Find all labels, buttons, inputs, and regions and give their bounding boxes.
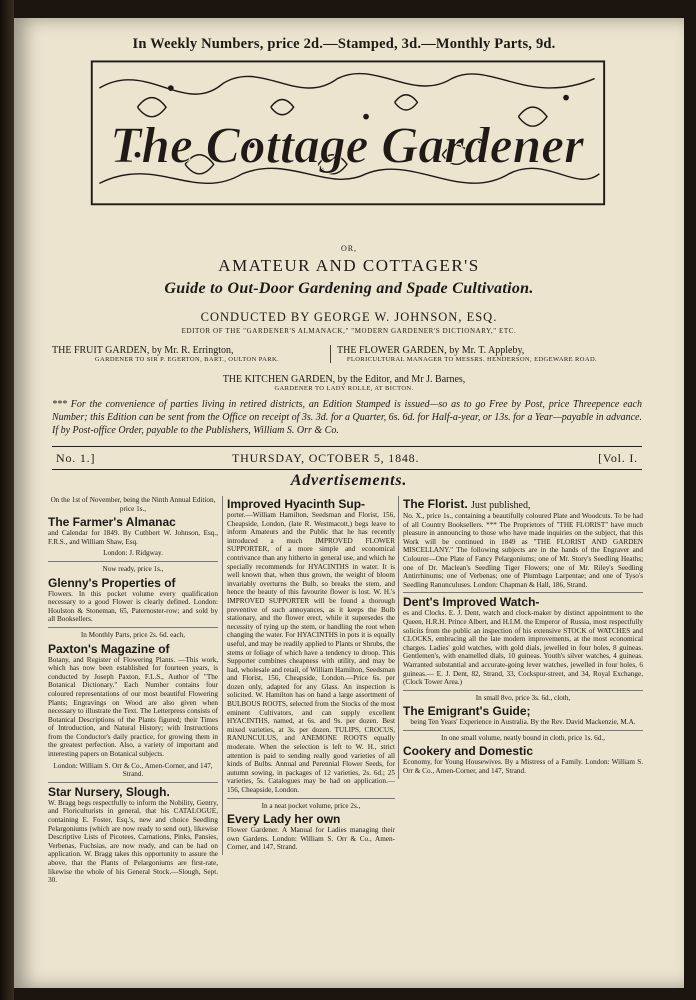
fruit-garden-credit [52, 345, 322, 363]
editor-credentials: EDITOR OF THE "GARDENER'S ALMANACK," "MODERN GARDENER'S DICTIONARY," ETC. [181, 327, 517, 335]
glenny-intro: Now ready, price 1s., [102, 564, 164, 573]
cookery-intro: In one small volume, neatly bound in cloth, price 1s. 6d., [441, 733, 605, 742]
paxton-publisher: London: William S. Orr & Co., Amen-Corner, and 147, Strand. [53, 761, 213, 779]
cookery-body: Economy, for Young Housewives. By a Mistress of a Family. London: William S. Orr & Co., Amen-Corner, and 147, Strand. [403, 758, 643, 776]
florist-title-text: The Florist. [403, 497, 468, 511]
or-label: OR, [340, 244, 358, 253]
lady-title: Every Lady her own [227, 812, 341, 827]
divider [48, 561, 218, 562]
florist-body: No. X., price 1s., containing a beautifully coloured Plate and Woodcuts. To be had of all Country Booksellers. *** The Proprietors of "THE FLORIST" have much pleasure in announcing to those who have made inquiries on the subject, that this Work will be continued in 1849 as "THE FLORIST AND GARDEN MISCELLANY." The following subjects are in the hands of the Engraver and Colourer—One Plate of Fancy Pelargoniums; one of Mr. Story's Seedling Heaths; one of Dr. Maclean's Seedling Tiger Flowers; one of Mr. Riley's Seedling Antirrhinums; one of Verbenas; one of Plumbago Larpentae; and one of Tyso's Seedling Ranunculuses. London: Chapman & Hall, 186, Strand. [403, 512, 643, 589]
hyacinth-title: Improved Hyacinth Sup- [227, 497, 366, 511]
hyacinth-body: porter.—William Hamilton, Seedsman and Florist, 156, Cheapside, London, (late R. Westmacott,) begs leave to inform Amateurs and the Public that he has recently introduced a much IMPROVED FLOWER SUPPORTER, of a more simple and economical contrivance than any hitherto in general use, and which he specially recommends for HYACINTHS in water. It is well known that, when thus grown, the weight of bloom invariably overturns the Bulb, so breaks the stem, and hence the beauty of this favourite flower is lost. W. H.'s IMPROVED SUPPORTER will be found a thorough preventive of such annoyances, as it keeps the Bulb stationary, and the flower erect, while it supersedes the necessity of tying up the stem, or handling the root when changing the water. For HYACINTHS in pots it is equally useful, and may be readily applied to Plants or Shrubs, the stems or foliage of which have a tendency to droop. This Supporter combines cheapness with utility, and may be had, wholesale and retail, of William Hamilton, Seedsman and Florist, 156, Cheapside, London.—Price 6s. per dozen only, adapted for any Glass. An inspection is solicited. W. Hamilton has on hand a large assortment of BULBOUS ROOTS, selected from the Stocks of the most eminent Cultivators, and can supply excellent HYACINTHS, named, at 6s. and 9s. per dozen. Best mixed varieties, at 3s. per dozen. TULIPS, CROCUS, RANUNCULUS, and ANEMONE ROOTS equally moderate. When the selection is left to W. H., strict attention is paid to sending really good varieties of all kinds of Bulbs. Annual and Perennial Flower Seeds, for autumn sowing, in packages of 12 varieties, 2s. 6d.; 25 varieties, 5s. Catalogues may be had on application.—156, Cheapside, London. [227, 511, 395, 794]
farmers-publisher: London: J. Ridgway. [103, 549, 163, 558]
farmers-body: and Calendar for 1849. By Cuthbert W. Johnson, Esq., F.R.S., and William Shaw, Esq. [48, 529, 218, 546]
dent-title: Dent's Improved Watch- [403, 595, 540, 610]
florist-title [403, 498, 643, 512]
masthead-illustration [52, 50, 642, 250]
advert-column-1 [48, 496, 218, 888]
kitchen-garden-line: THE KITCHEN GARDEN, by the Editor, and Mr J. Barnes, [222, 374, 466, 385]
flower-garden-sub: FLORICULTURAL MANAGER TO MESSRS. HENDERSON, EDGEWARE ROAD. [346, 356, 598, 363]
issue-number: No. 1.] [56, 451, 96, 465]
magazine-page [14, 18, 684, 988]
price-line: In Weekly Numbers, price 2d.—Stamped, 3d.—Monthly Parts, 9d. [132, 36, 556, 52]
farmers-intro: On the 1st of November, being the Ninth Annual Edition, price 1s., [50, 496, 216, 513]
advertisements-heading: Advertisements. [290, 472, 408, 489]
volume-number: [Vol. I. [598, 451, 638, 465]
conducted-by: CONDUCTED BY GEORGE W. JOHNSON, ESQ. [200, 310, 498, 324]
emigrant-title: The Emigrant's Guide; [403, 704, 531, 719]
florist-inline: Just published, [471, 500, 531, 511]
advert-column-3 [398, 496, 643, 779]
divider [403, 690, 643, 691]
star-nursery-body: W. Bragg begs respectfully to inform the Nobility, Gentry, and Floriculturists in general, that his CATALOGUE, containing E. Foster, Esq.'s, new and choice Seedling Pelargoniums (which are now ready to send out), likewise Descriptive Lists of Picotees, Carnations, Pinks, Pansies, Verbenas, Fuchsias, are now ready, and can be had on application. W. Bragg takes this opportunity to assure the above, that the Plants of Pelargoniums are first-rate, likewise the whole of his General Stock.—Slough, Sept. 30. [48, 798, 218, 885]
glenny-body: Flowers. In this pocket volume every qualification necessary to a good Flower is clearly defined. London: Houlston & Stoneman, 65, Paternoster-row; and sold by all Booksellers. [48, 589, 218, 624]
kitchen-garden-credit [154, 374, 534, 392]
advert-column-2 [222, 496, 395, 855]
paxton-intro: In Monthly Parts, price 2s. 6d. each, [80, 630, 186, 639]
subtitle-guide: Guide to Out-Door Gardening and Spade Cultivation. [164, 280, 534, 297]
book-spine [0, 0, 14, 1000]
issue-date: THURSDAY, OCTOBER 5, 1848. [232, 451, 420, 465]
farmers-title: The Farmer's Almanac [48, 515, 176, 530]
divider [227, 798, 395, 799]
issue-dateline [52, 446, 642, 470]
lady-body: Flower Gardener. A Manual for Ladies managing their own Gardens. London: William S. Orr & Co., Amen-Corner, and 147, Strand. [227, 826, 395, 852]
glenny-title: Glenny's Properties of [48, 575, 176, 590]
fruit-garden-line: THE FRUIT GARDEN, by Mr. R. Errington, [52, 345, 234, 356]
divider [48, 627, 218, 628]
fruit-garden-sub: GARDENER TO SIR P. EGERTON, BART., OULTON PARK. [94, 356, 280, 363]
emigrant-body: being Ten Years' Experience in Australia. By the Rev. David Mackenzie, M.A. [410, 718, 636, 727]
cookery-title: Cookery and Domestic [403, 744, 534, 759]
paxton-body: Botany, and Register of Flowering Plants. —This work, which has now been established for fourteen years, is conducted by Joseph Paxton, F.L.S., Author of "The Botanical Dictionary." Each Number contains four coloured representations of our most beautiful Flowering Plants; Engravings on Wood are also given when necessary to illustrate the Text. The Letterpress consists of Botanical Descriptions of the Plants figured; their Times of Introduction, and Natural History; with Instructions from the Conductor's daily practice, for growing them in the greatest perfection. Also, a variety of important and interesting papers on Botanical subjects. [48, 655, 218, 759]
star-nursery-title: Star Nursery, Slough. [48, 784, 170, 799]
paxton-title: Paxton's Magazine of [48, 641, 170, 656]
divider [403, 592, 643, 593]
kitchen-garden-sub: GARDENER TO LADY ROLLE, AT BICTON. [274, 385, 414, 392]
masthead-title: The Cottage Gardener [109, 117, 585, 175]
emigrant-intro: In small 8vo, price 3s. 6d., cloth, [475, 693, 571, 702]
dent-body: es and Clocks. E. J. Dent, watch and clock-maker by distinct appointment to the Queen, H.R.H. Prince Albert, and H.I.M. the Emperor of Russia, most respectfully solicits from the public an inspection of his extensive STOCK of WATCHES and CLOCKS, embracing all the late modern improvements, at the most economical charges. Ladies' gold watches, with gold dials, jewelled in four holes, 8 guineas. Gentlemen's, with enamelled dials, 10 guineas. Youth's silver watches, 4 guineas. Warranted substantial and accurate-going lever watches, jewelled in four holes, 6 guineas.— E. J. Dent, 82, Strand, 33, Cockspur-street, and 34, Royal Exchange, (Clock Tower Area.) [403, 609, 643, 687]
flower-garden-credit [330, 345, 607, 363]
divider [403, 730, 643, 731]
divider [48, 782, 218, 783]
flower-garden-line: THE FLOWER GARDEN, by Mr. T. Appleby, [337, 345, 525, 356]
subtitle-amateur: AMATEUR AND COTTAGER'S [218, 256, 480, 275]
stamped-edition-notice: *** For the convenience of parties living in retired districts, an Edition Stamped is issued—so as to go Free by Post, price Threepence each Number; this Edition can be sent from the Office on receipt of 3s. 3d. for a Quarter, 6s. 6d. for Half-a-year, or 13s. for a Year—payable in advance. If by Post-office Order, payable to the Publishers, William S. Orr & Co. [52, 399, 642, 436]
lady-intro: In a neat pocket volume, price 2s., [261, 801, 361, 810]
